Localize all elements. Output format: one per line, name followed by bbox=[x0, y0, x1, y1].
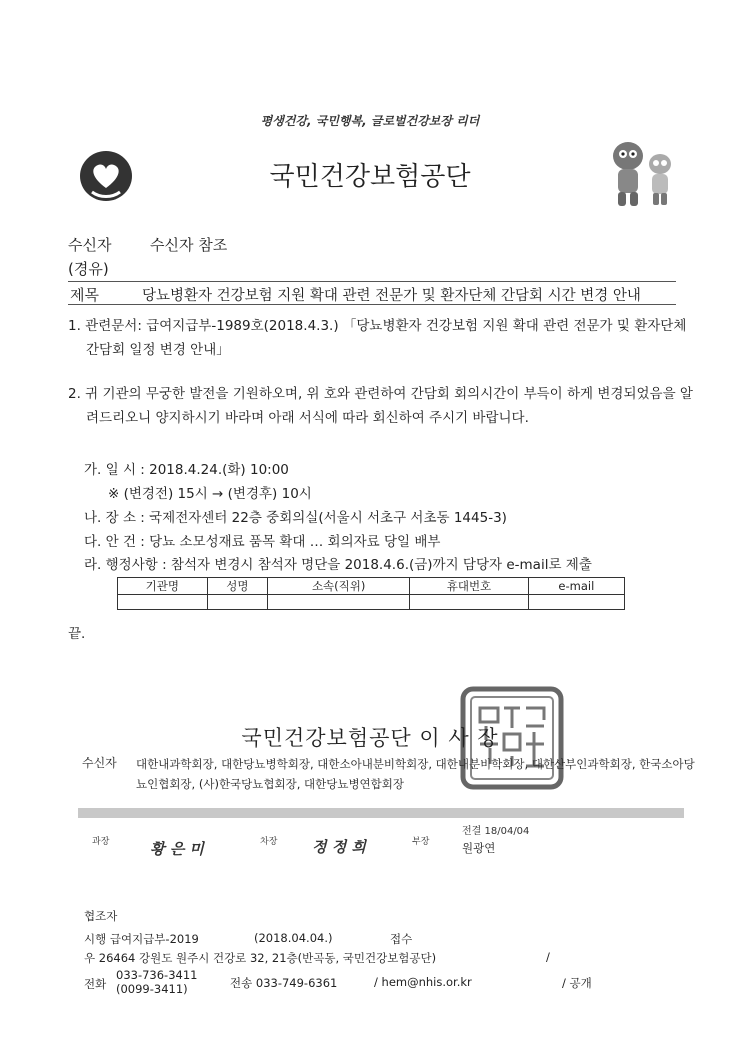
divider-bottom bbox=[68, 304, 676, 305]
approver-role-3: 부장 bbox=[412, 837, 430, 847]
table-header-row bbox=[118, 578, 625, 595]
sender-title: 국민건강보험공단 이 사 장 bbox=[241, 726, 499, 750]
subject-value: 당뇨병환자 건강보험 지원 확대 관련 전문가 및 환자단체 간담회 시간 변경 안내 bbox=[142, 288, 641, 304]
table-cell[interactable] bbox=[268, 595, 410, 610]
approver-signature-1: 황 은 미 bbox=[150, 840, 204, 858]
body-item-2: 2. 귀 기관의 무궁한 발전을 기원하오며, 위 호와 관련하여 간담회 회의시간이 부득이 하게 변경되었음을 알려드리오니 양지하시기 바라며 아래 서식에 따라 회신하여 주시기 바랍니다. bbox=[68, 386, 693, 426]
recipient-list: 대한내과학회장, 대한당뇨병학회장, 대한소아내분비학회장, 대한내분비학회장, 대한산부인과학회장, 한국소아당뇨인협회장, (사)한국당뇨협회장, 대한당뇨병연합회장 bbox=[136, 757, 695, 791]
fax-number: 전송 033-749-6361 bbox=[230, 976, 338, 990]
date-line: 가. 일 시 : 2018.4.24.(화) 10:00 bbox=[84, 462, 289, 478]
recipient-list-label: 수신자 bbox=[82, 756, 117, 770]
cooperator-label: 협조자 bbox=[84, 909, 118, 923]
recipient-label: 수신자 bbox=[68, 236, 112, 254]
table-header-cell: e-mail bbox=[528, 578, 624, 595]
table-header-cell: 성명 bbox=[207, 578, 268, 595]
end-mark: 끝. bbox=[68, 626, 86, 642]
slogan: 평생건강, 국민행복, 글로벌건강보장 리더 bbox=[260, 114, 480, 128]
approver-role-1: 과장 bbox=[92, 837, 110, 847]
table-cell[interactable] bbox=[207, 595, 268, 610]
place-line: 나. 장 소 : 국제전자센터 22층 중회의실(서울시 서초구 서초동 1445-3) bbox=[84, 510, 507, 526]
address-slash: / bbox=[546, 950, 550, 964]
phone-extension: (0099-3411) bbox=[116, 982, 188, 996]
table-cell[interactable] bbox=[118, 595, 208, 610]
table-row bbox=[118, 595, 625, 610]
subject-label: 제목 bbox=[70, 286, 99, 304]
address: 우 26464 강원도 원주시 건강로 32, 21층(반곡동, 국민건강보험공단) bbox=[84, 951, 437, 965]
table-cell[interactable] bbox=[528, 595, 624, 610]
email-link[interactable]: / hem@nhis.or.kr bbox=[374, 975, 472, 989]
table-header-cell: 휴대번호 bbox=[410, 578, 529, 595]
table-header-cell: 기관명 bbox=[118, 578, 208, 595]
exec-date: (2018.04.04.) bbox=[254, 931, 333, 945]
table-header-cell: 소속(직위) bbox=[268, 578, 410, 595]
body-item-1: 1. 관련문서: 급여지급부-1989호(2018.4.3.) 「당뇨병환자 건강보험 지원 확대 관련 전문가 및 환자단체 간담회 일정 변경 안내」 bbox=[68, 318, 687, 358]
recipient-value: 수신자 참조 bbox=[150, 236, 228, 254]
final-approval-label: 전결 18/04/04 bbox=[462, 826, 530, 837]
agenda-line: 다. 안 건 : 당뇨 소모성재료 품목 확대 … 회의자료 당일 배부 bbox=[84, 534, 441, 550]
mascot-icon bbox=[604, 136, 684, 210]
disclosure-status: / 공개 bbox=[562, 976, 592, 990]
org-title: 국민건강보험공단 bbox=[269, 162, 471, 192]
via-label: (경유) bbox=[68, 260, 109, 278]
reply-form-table bbox=[117, 577, 625, 610]
table-cell[interactable] bbox=[410, 595, 529, 610]
final-approver-name: 원광연 bbox=[462, 841, 496, 855]
date-change: ※ (변경전) 15시 → (변경후) 10시 bbox=[108, 486, 312, 502]
receipt-label: 접수 bbox=[390, 932, 413, 946]
phone-number: 033-736-3411 bbox=[116, 968, 198, 982]
separator-band bbox=[78, 808, 684, 818]
admin-line: 라. 행정사항 : 참석자 변경시 참석자 명단을 2018.4.6.(금)까지 담당자 e-mail로 제출 bbox=[84, 557, 592, 573]
divider-top bbox=[68, 281, 676, 282]
exec-label: 시행 급여지급부-2019 bbox=[84, 932, 199, 946]
approver-signature-2: 정 정 희 bbox=[312, 838, 366, 856]
approver-role-2: 차장 bbox=[260, 837, 278, 847]
phone-label: 전화 bbox=[84, 977, 107, 991]
